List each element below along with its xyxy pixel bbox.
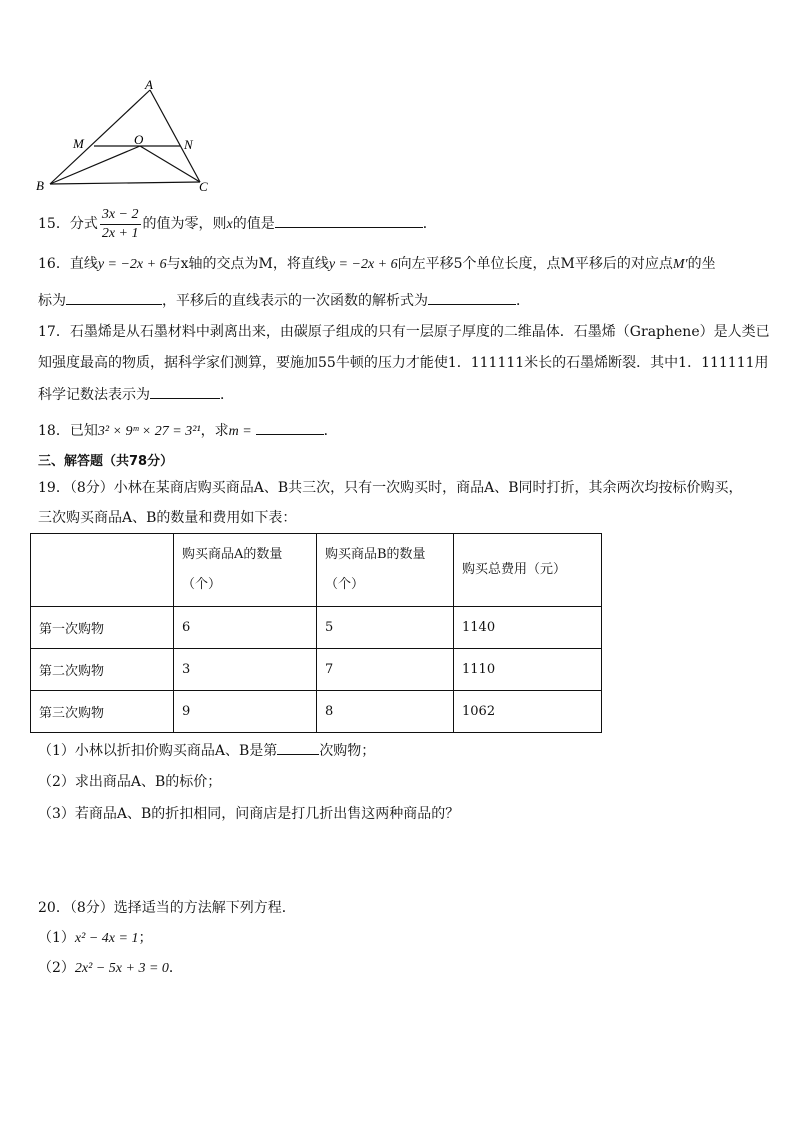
q18-variable: m = <box>228 424 252 439</box>
table-cell: 9 <box>174 691 317 733</box>
question-17-line3 <box>38 384 234 405</box>
question-18 <box>38 420 338 442</box>
q15-answer-blank[interactable] <box>275 213 423 228</box>
label-n: N <box>184 137 193 152</box>
q15-frac-denominator: 2x + 1 <box>101 225 139 241</box>
q19-p1-text: （1）小林以折扣价购买商品A、B是第 <box>38 743 278 759</box>
q16-text-d: 的坐 <box>687 256 716 272</box>
table-cell: 7 <box>317 649 454 691</box>
q20-p2-equation: 2x² − 5x + 3 = 0 <box>74 961 169 976</box>
label-o: O <box>134 132 144 147</box>
table-row <box>31 691 602 733</box>
table-row <box>31 607 602 649</box>
question-19-line1: 19．（8分）小林在某商店购买商品A、B共三次，只有一次购买时，商品A、B同时打折，其余两次均按标价购买， <box>38 480 743 496</box>
q20-p2-label: （2） <box>38 960 75 976</box>
q20-p1-end: ； <box>138 930 153 946</box>
table-cell: 第三次购物 <box>31 691 174 733</box>
side-ac <box>150 90 200 182</box>
q16-equation-1: y = −2x + 6 <box>97 257 167 272</box>
purchase-table <box>30 533 602 733</box>
q16-equation-2: y = −2x + 6 <box>328 257 398 272</box>
q16-text-b: 与x轴的交点为M，将直线 <box>166 256 329 272</box>
label-b: B <box>36 178 44 193</box>
q17-text: 科学记数法表示为 <box>38 387 150 403</box>
q16-coordinate-blank[interactable] <box>66 290 162 305</box>
q20-p2-end: ． <box>168 960 183 976</box>
table-cell: 8 <box>317 691 454 733</box>
q16-text-g: ． <box>516 293 530 309</box>
q15-variable: x <box>226 217 233 232</box>
q16-point: M′ <box>672 257 688 272</box>
q18-mid: ，求 <box>200 423 229 439</box>
table-cell: 1110 <box>454 649 602 691</box>
q18-end: ． <box>323 423 338 439</box>
question-20-part2 <box>38 958 183 979</box>
q19-p1-end: 次购物； <box>319 743 376 759</box>
table-cell: 5 <box>317 607 454 649</box>
table-row <box>31 649 602 691</box>
question-16-line2 <box>38 290 530 311</box>
q16-text-a: 16．直线 <box>38 256 98 272</box>
q16-text-f: ，平移后的直线表示的一次函数的解析式为 <box>162 293 428 309</box>
q15-mid: 的值为零，则 <box>142 216 227 232</box>
table-cell: 3 <box>174 649 317 691</box>
question-17-line1: 17．石墨烯是从石墨材料中剥离出来，由碳原子组成的只有一层原子厚度的二维晶体．石墨烯（Graphene）是人类已 <box>38 324 770 340</box>
q18-answer-blank[interactable] <box>256 420 324 435</box>
question-19-part3: （3）若商品A、B的折扣相同，问商店是打几折出售这两种商品的？ <box>38 806 460 822</box>
q15-frac-numerator: 3x − 2 <box>100 206 141 225</box>
side-bc <box>50 182 200 184</box>
question-20-part1 <box>38 928 152 949</box>
label-a: A <box>145 78 153 92</box>
segment-bo <box>50 146 140 184</box>
table-cell: 1140 <box>454 607 602 649</box>
table-header-cell: 购买商品B的数量（个） <box>317 534 454 607</box>
q17-end: ． <box>220 387 234 403</box>
table-header-row <box>31 534 602 607</box>
question-17-line2: 知强度最高的物质，据科学家们测算，要施加55牛顿的压力才能使1．111111米长的石墨烯断裂．其中1．111111用 <box>38 355 769 371</box>
q15-end: ． <box>422 216 437 232</box>
question-16-line1 <box>38 254 716 275</box>
q16-text-c: 向左平移5个单位长度，点M平移后的对应点 <box>397 256 673 272</box>
q16-function-blank[interactable] <box>428 290 516 305</box>
table-cell: 6 <box>174 607 317 649</box>
section-3-heading: 三、解答题（共78分） <box>38 454 174 469</box>
q15-prefix: 15．分式 <box>38 216 98 232</box>
q15-fraction <box>100 206 141 243</box>
table-cell: 第一次购物 <box>31 607 174 649</box>
table-cell: 第二次购物 <box>31 649 174 691</box>
question-15 <box>38 204 437 245</box>
q19-p1-answer-blank[interactable] <box>277 740 319 755</box>
question-19-part2: （2）求出商品A、B的标价； <box>38 774 222 790</box>
q15-suffix: 的值是 <box>232 216 275 232</box>
question-20-line1: 20．（8分）选择适当的方法解下列方程． <box>38 900 296 916</box>
label-m: M <box>73 136 84 151</box>
q18-prefix: 18．已知 <box>38 423 98 439</box>
question-19-line2: 三次购买商品A、B的数量和费用如下表： <box>38 510 297 526</box>
q18-expression: 3² × 9ᵐ × 27 = 3²¹ <box>97 424 201 439</box>
table-header-cell: 购买总费用（元） <box>454 534 602 607</box>
q20-p1-label: （1） <box>38 930 75 946</box>
label-c: C <box>199 179 208 194</box>
question-19-part1 <box>38 740 375 761</box>
q20-p1-equation: x² − 4x = 1 <box>74 931 139 946</box>
q16-text-e: 标为 <box>38 293 66 309</box>
table-header-cell: 购买商品A的数量（个） <box>174 534 317 607</box>
q17-answer-blank[interactable] <box>150 384 220 399</box>
triangle-figure <box>30 78 220 196</box>
table-cell: 1062 <box>454 691 602 733</box>
table-header-cell <box>31 534 174 607</box>
